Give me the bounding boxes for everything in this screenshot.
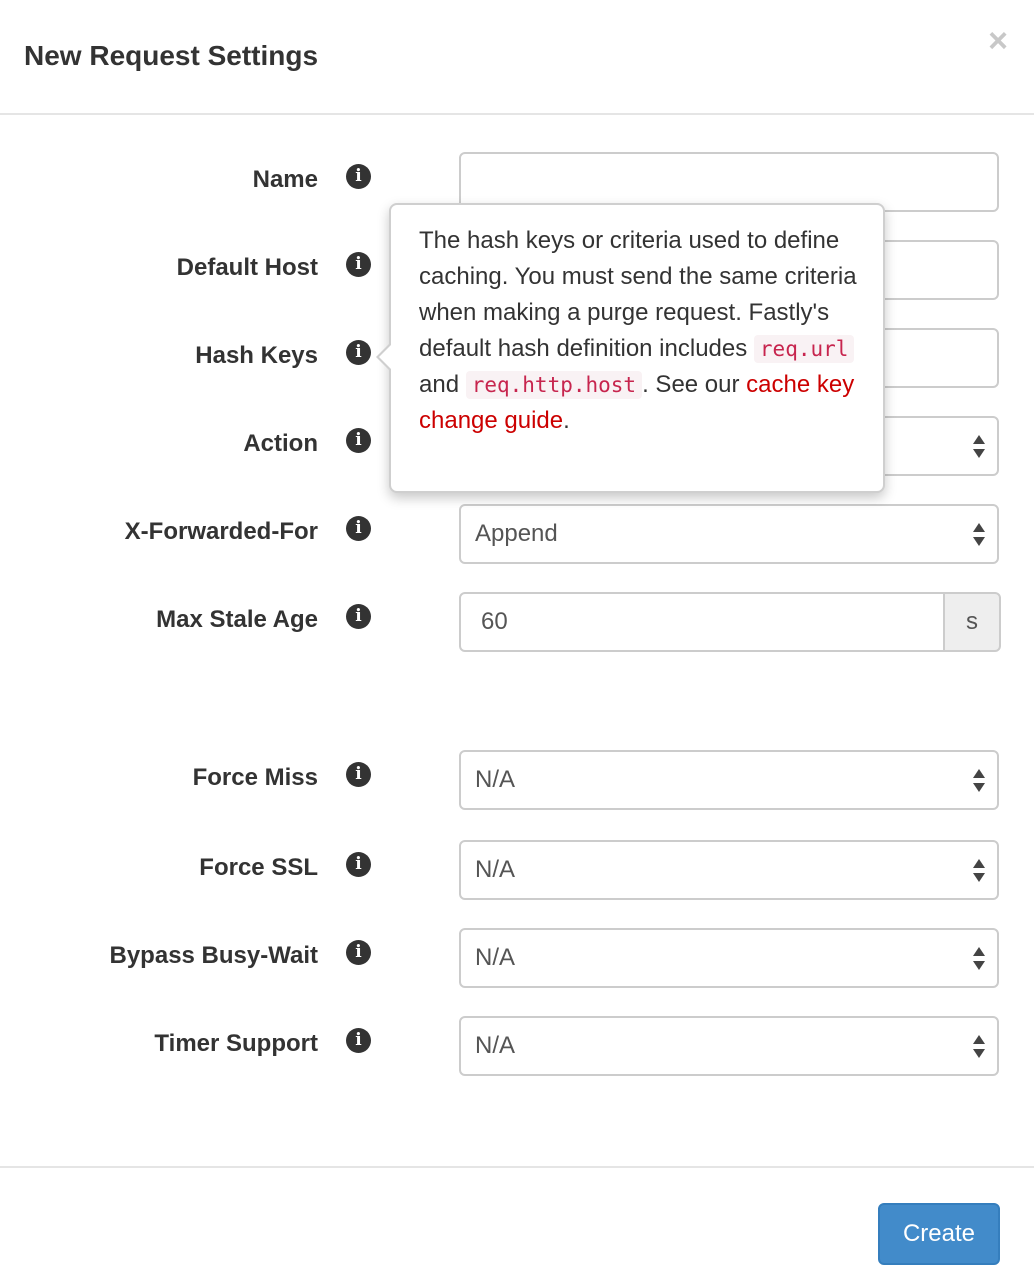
- force-miss-label: Force Miss: [192, 764, 318, 791]
- select-arrows-icon: [973, 947, 985, 971]
- form-row-bypass-busy-wait: [0, 928, 1034, 988]
- form-row-timer-support: [0, 1016, 1034, 1076]
- popover-code-req-url: req.url: [754, 335, 855, 363]
- info-icon[interactable]: i: [346, 1028, 371, 1053]
- hash-keys-popover: [389, 203, 885, 493]
- popover-code-req-http-host: req.http.host: [466, 371, 642, 399]
- cache-key-guide-link[interactable]: cache key change guide: [419, 371, 855, 434]
- info-icon[interactable]: i: [346, 164, 371, 189]
- info-icon[interactable]: i: [346, 852, 371, 877]
- form-row-x-forwarded-for: [0, 504, 1034, 564]
- dialog-header: [0, 0, 1034, 115]
- timer-support-select[interactable]: [459, 1016, 999, 1076]
- bypass-busy-wait-label: Bypass Busy-Wait: [109, 942, 318, 969]
- max-stale-age-input-group: [459, 592, 1001, 652]
- force-miss-select[interactable]: [459, 750, 999, 810]
- info-icon[interactable]: i: [346, 762, 371, 787]
- bypass-busy-wait-select-value: N/A: [475, 944, 516, 971]
- popover-text-3: . See our: [642, 371, 747, 398]
- name-label: Name: [252, 166, 318, 193]
- create-button[interactable]: Create: [878, 1203, 1000, 1265]
- hash-keys-label: Hash Keys: [195, 342, 318, 369]
- default-host-label: Default Host: [176, 254, 318, 281]
- popover-arrow: [379, 344, 392, 370]
- force-miss-select-value: N/A: [475, 766, 516, 793]
- info-icon[interactable]: i: [346, 428, 371, 453]
- force-ssl-select-value: N/A: [475, 856, 516, 883]
- popover-text-4: .: [563, 407, 570, 434]
- select-arrows-icon: [973, 435, 985, 459]
- timer-support-label: Timer Support: [154, 1030, 318, 1057]
- info-icon[interactable]: i: [346, 516, 371, 541]
- popover-text-2: and: [419, 371, 466, 398]
- select-arrows-icon: [973, 523, 985, 547]
- form-row-max-stale-age: [0, 592, 1034, 652]
- select-arrows-icon: [973, 859, 985, 883]
- select-arrows-icon: [973, 1035, 985, 1059]
- info-icon[interactable]: i: [346, 340, 371, 365]
- x-forwarded-for-label: X-Forwarded-For: [124, 518, 318, 545]
- bypass-busy-wait-select[interactable]: [459, 928, 999, 988]
- dialog-title: New Request Settings: [24, 40, 319, 71]
- info-icon[interactable]: i: [346, 604, 371, 629]
- force-ssl-label: Force SSL: [199, 854, 318, 881]
- timer-support-select-value: N/A: [475, 1032, 516, 1059]
- max-stale-age-label: Max Stale Age: [156, 606, 318, 633]
- x-forwarded-for-select-value: Append: [475, 520, 558, 547]
- select-arrows-icon: [973, 769, 985, 793]
- info-icon[interactable]: i: [346, 252, 371, 277]
- force-ssl-select[interactable]: [459, 840, 999, 900]
- popover-text-1: The hash keys or criteria used to define caching. You must send the same criteria when making a purge request. Fastly's default hash definition includes: [419, 227, 857, 362]
- x-forwarded-for-select[interactable]: [459, 504, 999, 564]
- dialog-footer: [0, 1166, 1034, 1280]
- max-stale-age-unit: s: [943, 592, 1001, 652]
- close-icon[interactable]: ×: [988, 22, 1008, 60]
- info-icon[interactable]: i: [346, 940, 371, 965]
- max-stale-age-input[interactable]: 60: [459, 592, 945, 652]
- form-row-force-miss: [0, 750, 1034, 810]
- form-row-force-ssl: [0, 840, 1034, 900]
- action-label: Action: [243, 430, 318, 457]
